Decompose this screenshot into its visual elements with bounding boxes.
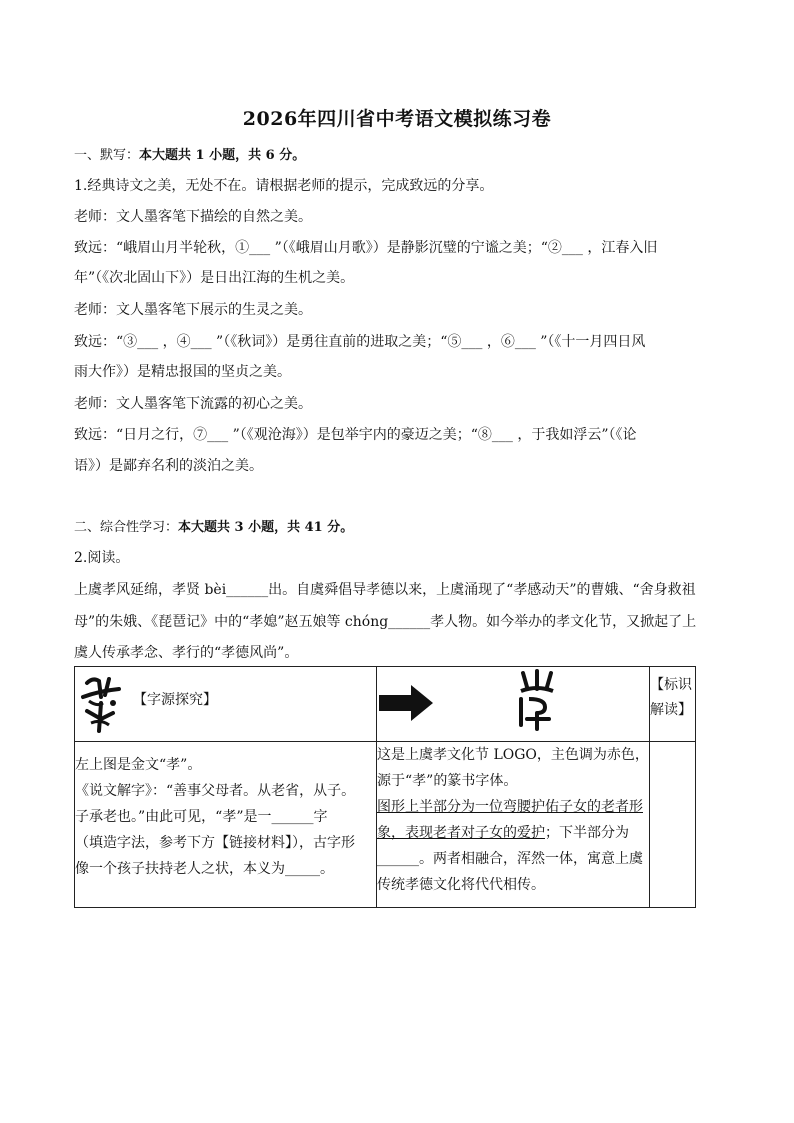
cell-word-origin bbox=[75, 667, 377, 742]
section-1-heading: 一、默写：本大题共 1 小题，共 6 分。 bbox=[74, 148, 306, 163]
xiao-analysis-table bbox=[74, 666, 696, 908]
reading-line-3: 虞人传承孝念、孝行的“孝德风尚”。 bbox=[74, 645, 299, 661]
cell-arrow-logo bbox=[377, 667, 650, 742]
question-1-stem: 1.经典诗文之美，无处不在。请根据老师的提示，完成致远的分享。 bbox=[74, 178, 494, 194]
student-line-3a: 致远：“日月之行，⑦___ ”（《观沧海》）是包举宇内的豪迈之美；“⑧___ ，于我如浮云”（《论 bbox=[74, 427, 637, 443]
student-line-3b: 语》）是鄙弃名利的淡泊之美。 bbox=[74, 458, 263, 474]
word-origin-heading: 【字源探究】 bbox=[133, 692, 217, 708]
cell-logo-explanation: 这是上虞孝文化节 LOGO，主色调为赤色， 源于“孝”的篆书字体。 图形上半部分为一位弯腰护佑子女的老者形 象，表现老者对子女的爱护；下半部分为 ______。两者相融合，浑然一体，寓意上虞 传统孝德文化将代代相传。 bbox=[377, 742, 650, 908]
question-2-label: 2.阅读。 bbox=[74, 550, 130, 566]
teacher-line-1: 老师：文人墨客笔下描绘的自然之美。 bbox=[74, 209, 312, 225]
section-2-heading: 二、综合性学习：本大题共 3 小题，共 41 分。 bbox=[74, 520, 354, 535]
student-line-2a: 致远：“③___ ，④___ ”（《秋词》）是勇往直前的进取之美；“⑤___ ，⑥___ ”（《十一月四日风 bbox=[74, 334, 646, 350]
reading-line-2: 母”的朱娥、《琵琶记》中的“孝媳”赵五娘等 chóng______孝人物。如今举办的孝文化节，又掀起了上 bbox=[74, 614, 697, 630]
cell-logo-interpretation-heading: 【标识 解读】 bbox=[650, 667, 696, 742]
student-line-1b: 年”（《次北固山下》）是日出江海的生机之美。 bbox=[74, 270, 355, 286]
reading-line-1: 上虞孝风延绵，孝贤 bèi______出。自虞舜倡导孝德以来，上虞涌现了“孝感动天”的曹娥、“舍身救祖 bbox=[74, 582, 696, 598]
right-arrow-icon bbox=[379, 685, 435, 721]
seal-xiao-logo-icon bbox=[517, 669, 557, 731]
cell-empty bbox=[650, 742, 696, 908]
bronze-xiao-glyph-icon bbox=[79, 673, 125, 735]
cell-xiao-explanation: 左上图是金文“孝”。 《说文解字》：“善事父母者。从老省，从子。 子承老也。”由此可见，“孝”是一______字 （填造字法，参考下方【链接材料】），古字形 像一个孩子扶持老人之状，本义为_____。 bbox=[75, 742, 377, 908]
student-line-2b: 雨大作》）是精忠报国的坚贞之美。 bbox=[74, 364, 291, 380]
student-line-1a: 致远：“峨眉山月半轮秋，①___ ”（《峨眉山月歌》）是静影沉璧的宁谧之美；“②___ ，江春入旧 bbox=[74, 240, 658, 256]
teacher-line-2: 老师：文人墨客笔下展示的生灵之美。 bbox=[74, 302, 312, 318]
teacher-line-3: 老师：文人墨客笔下流露的初心之美。 bbox=[74, 396, 312, 412]
page-title: 2026年四川省中考语文模拟练习卷 bbox=[242, 108, 552, 130]
